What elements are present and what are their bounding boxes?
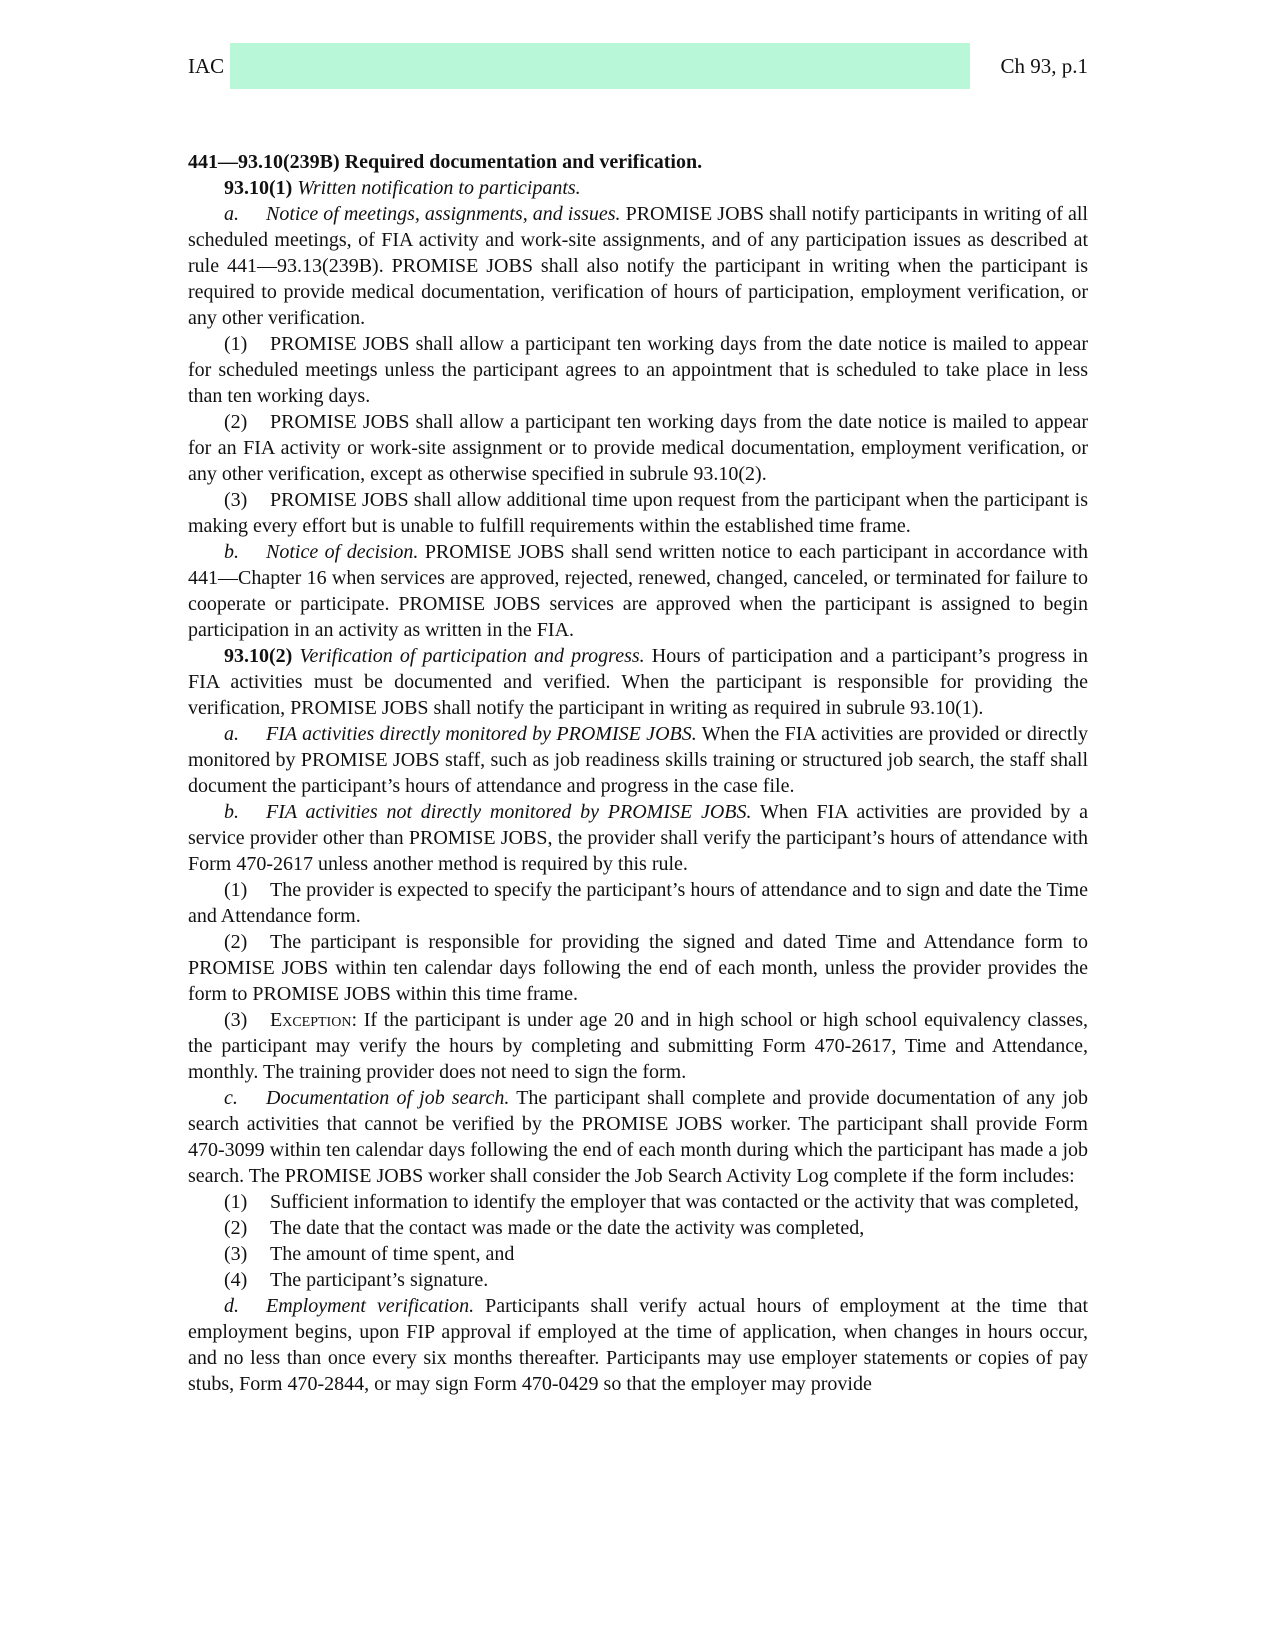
subrule-2-title: Verification of participation and progress.	[299, 645, 645, 667]
s1-a-title: Notice of meetings, assignments, and issues.	[266, 203, 621, 225]
s2-c-item-3-text: The amount of time spent, and	[270, 1243, 515, 1265]
s1-b-label: b.	[224, 541, 239, 563]
s2-c-item-2-text: The date that the contact was made or the date the activity was completed,	[270, 1217, 865, 1239]
s2-para-b	[188, 799, 1088, 877]
s1-a-item-2	[188, 409, 1088, 487]
s1-para-b	[188, 539, 1088, 643]
s2-a-title: FIA activities directly monitored by PROMISE JOBS.	[266, 723, 697, 745]
s1-a-label: a.	[224, 203, 239, 225]
s2-c-title: Documentation of job search.	[266, 1087, 510, 1109]
subrule-1-heading	[188, 175, 1088, 201]
header-page-label: Ch 93, p.1	[1000, 54, 1088, 78]
subrule-2-text: Hours of participation and a participant’s progress in FIA activities must be documented and verified. When the participant is responsible for providing the verification, PROMISE JOBS shall notify the participant in writing as required in subrule 93.10(1).	[188, 645, 1089, 719]
s2-para-c	[188, 1085, 1088, 1189]
s2-b-item-2-number: (2)	[224, 931, 248, 953]
s2-b-item-1-text: The provider is expected to specify the participant’s hours of attendance and to sign and date the Time and Attendance form.	[188, 879, 1088, 927]
s2-para-a	[188, 721, 1088, 799]
s2-c-item-2	[188, 1215, 1088, 1241]
subrule-2-number: 93.10(2)	[224, 645, 293, 667]
s1-para-a	[188, 201, 1088, 331]
header-highlight-band	[230, 43, 970, 89]
s2-c-item-4	[188, 1267, 1088, 1293]
s2-d-label: d.	[224, 1295, 239, 1317]
subrule-1-number: 93.10(1)	[224, 177, 293, 199]
s2-c-item-2-number: (2)	[224, 1217, 248, 1239]
s2-c-item-1-number: (1)	[224, 1191, 248, 1213]
s2-c-text: The participant shall complete and provide documentation of any job search activities that cannot be verified by the PROMISE JOBS worker. The participant shall provide Form 470-3099 within ten calendar days following the end of each month during which the participant has made a job search. The PROMISE JOBS worker shall consider the Job Search Activity Log complete if the form includes:	[188, 1087, 1088, 1187]
s1-a-item-1	[188, 331, 1088, 409]
s2-a-text: When the FIA activities are provided or directly monitored by PROMISE JOBS staff, such as job readiness skills training or structured job search, the staff shall document the participant’s hours of attendance and progress in the case file.	[188, 723, 1089, 797]
s2-b-title: FIA activities not directly monitored by PROMISE JOBS.	[266, 801, 752, 823]
s2-b-item-1	[188, 877, 1088, 929]
s2-b-item-3	[188, 1007, 1088, 1085]
s2-b-item-1-number: (1)	[224, 879, 248, 901]
rule-title-text: 441—93.10(239B) Required documentation and verification.	[188, 151, 703, 173]
s2-c-item-1-text: Sufficient information to identify the employer that was contacted or the activity that was completed,	[270, 1191, 1079, 1213]
s2-c-label: c.	[224, 1087, 238, 1109]
s2-c-item-4-number: (4)	[224, 1269, 248, 1291]
s2-b-item-3-exception: Exception	[270, 1009, 352, 1031]
s1-b-title: Notice of decision.	[266, 541, 419, 563]
s1-a-item-3-text: PROMISE JOBS shall allow additional time upon request from the participant when the participant is making every effort but is unable to fulfill requirements within the established time frame.	[188, 489, 1088, 537]
document-body	[188, 149, 1088, 1397]
s2-a-label: a.	[224, 723, 239, 745]
s1-a-text: PROMISE JOBS shall notify participants in writing of all scheduled meetings, of FIA activity and work-site assignments, and of any participation issues as described at rule 441—93.13(239B). PROMISE JOBS shall also notify the participant in writing when the participant is required to provide medical documentation, verification of hours of participation, employment verification, or any other verification.	[188, 203, 1088, 329]
s1-a-item-2-text: PROMISE JOBS shall allow a participant ten working days from the date notice is mailed to appear for an FIA activity or work-site assignment or to provide medical documentation, employment verification, or any other verification, except as otherwise specified in subrule 93.10(2).	[188, 411, 1088, 485]
subrule-2-heading	[188, 643, 1088, 721]
s1-a-item-1-number: (1)	[224, 333, 248, 355]
s2-c-item-1	[188, 1189, 1088, 1215]
s2-b-label: b.	[224, 801, 239, 823]
s2-d-title: Employment verification.	[266, 1295, 475, 1317]
s2-b-item-3-text: : If the participant is under age 20 and in high school or high school equivalency classes, the participant may verify the hours by completing and submitting Form 470-2617, Time and Attendance, monthly. The training provider does not need to sign the form.	[188, 1009, 1088, 1083]
page-header	[188, 43, 1088, 89]
subrule-1-title: Written notification to participants.	[297, 177, 581, 199]
s2-c-item-3	[188, 1241, 1088, 1267]
s2-d-text: Participants shall verify actual hours of employment at the time that employment begins, upon FIP approval if employed at the time of application, when changes in hours occur, and no less than once every six months thereafter. Participants may use employer statements or copies of pay stubs, Form 470-2844, or may sign Form 470-0429 so that the employer may provide	[188, 1295, 1089, 1395]
s2-para-d	[188, 1293, 1088, 1397]
s2-c-item-4-text: The participant’s signature.	[270, 1269, 489, 1291]
s2-b-item-3-number: (3)	[224, 1009, 248, 1031]
s1-a-item-1-text: PROMISE JOBS shall allow a participant ten working days from the date notice is mailed to appear for scheduled meetings unless the participant agrees to an appointment that is scheduled to take place in less than ten working days.	[188, 333, 1088, 407]
header-left-label: IAC	[188, 54, 225, 78]
s1-a-item-3	[188, 487, 1088, 539]
s1-a-item-2-number: (2)	[224, 411, 248, 433]
s1-a-item-3-number: (3)	[224, 489, 248, 511]
rule-title	[188, 149, 1088, 175]
s2-b-text: When FIA activities are provided by a service provider other than PROMISE JOBS, the provider shall verify the participant’s hours of attendance with Form 470-2617 unless another method is required by this rule.	[188, 801, 1089, 875]
s2-b-item-2-text: The participant is responsible for providing the signed and dated Time and Attendance form to PROMISE JOBS within ten calendar days following the end of each month, unless the provider provides the form to PROMISE JOBS within this time frame.	[188, 931, 1088, 1005]
s2-b-item-2	[188, 929, 1088, 1007]
s2-c-item-3-number: (3)	[224, 1243, 248, 1265]
s1-b-text: PROMISE JOBS shall send written notice to each participant in accordance with 441—Chapter 16 when services are approved, rejected, renewed, changed, canceled, or terminated for failure to cooperate or participate. PROMISE JOBS services are approved when the participant is assigned to begin participation in an activity as written in the FIA.	[188, 541, 1088, 641]
